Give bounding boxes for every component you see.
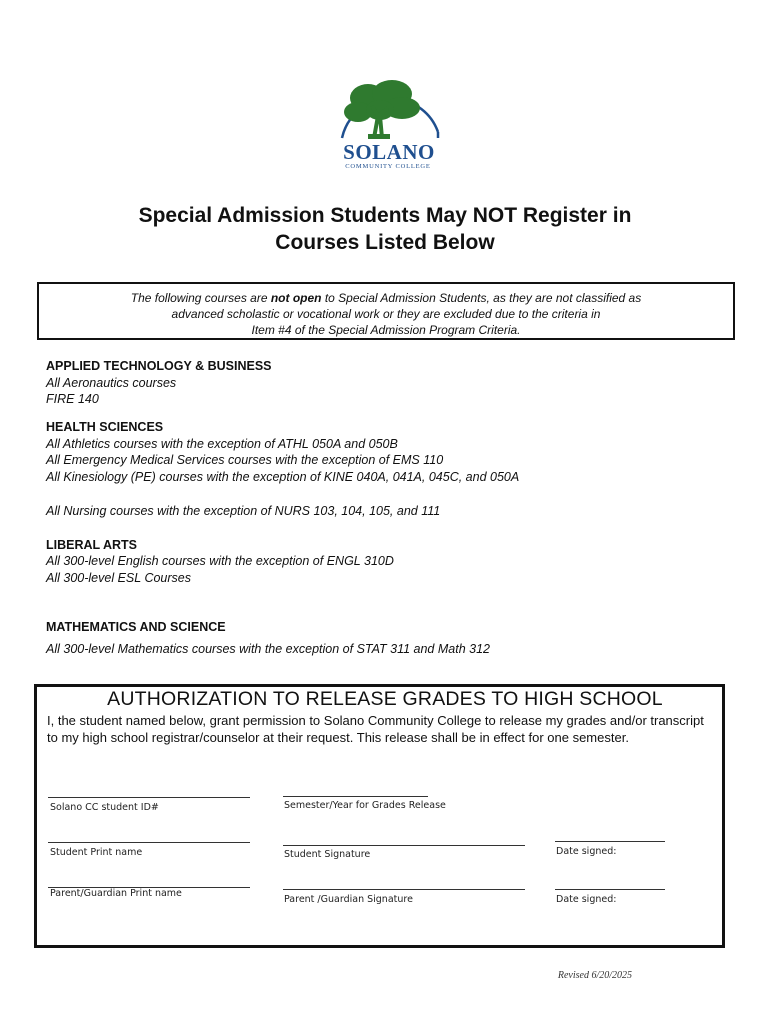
notice-text-after: to Special Admission Students, as they are not classified as <box>321 291 642 305</box>
logo-name: SOLANO <box>343 140 435 164</box>
date-signed-label-1: Date signed: <box>556 846 617 857</box>
student-signature-label: Student Signature <box>284 849 371 860</box>
parent-print-label: Parent/Guardian Print name <box>50 888 182 899</box>
authorization-text: I, the student named below, grant permission to Solano Community College to release my grades and/or transcript to my high school registrar/counselor at their request. This release shall be in effect for one semester. <box>47 713 704 745</box>
notice-line-3: Item #4 of the Special Admission Program Criteria. <box>251 323 521 337</box>
notice-box <box>37 282 735 340</box>
notice-text-before: The following courses are <box>130 291 271 305</box>
course-line: All 300-level Mathematics courses with the exception of STAT 311 and Math 312 <box>46 642 490 656</box>
course-line: All Athletics courses with the exception of ATHL 050A and 050B <box>46 437 398 451</box>
revised-date: Revised 6/20/2025 <box>557 970 632 981</box>
semester-label: Semester/Year for Grades Release <box>284 800 446 811</box>
notice-line-1 <box>39 290 733 306</box>
date-signed-line-1[interactable] <box>555 841 665 842</box>
semester-line[interactable] <box>283 796 428 797</box>
title-line-2: Courses Listed Below <box>275 231 495 254</box>
page-title <box>60 202 710 256</box>
course-line: FIRE 140 <box>46 392 99 406</box>
parent-signature-label: Parent /Guardian Signature <box>284 894 413 905</box>
student-signature-line[interactable] <box>283 845 525 846</box>
section-heading-math-science: MATHEMATICS AND SCIENCE <box>46 620 226 634</box>
course-line: All Emergency Medical Services courses with the exception of EMS 110 <box>46 453 444 467</box>
date-signed-label-2: Date signed: <box>556 894 617 905</box>
student-id-label: Solano CC student ID# <box>50 802 159 813</box>
date-signed-line-2[interactable] <box>555 889 665 890</box>
course-line: All 300-level ESL Courses <box>46 571 191 585</box>
section-heading-applied: APPLIED TECHNOLOGY & BUSINESS <box>46 359 272 373</box>
course-line: All Aeronautics courses <box>46 376 177 390</box>
notice-bold-text: not open <box>270 291 322 305</box>
section-heading-liberal-arts: LIBERAL ARTS <box>46 538 137 552</box>
student-print-line[interactable] <box>48 842 250 843</box>
section-heading-health: HEALTH SCIENCES <box>46 420 164 434</box>
authorization-title: AUTHORIZATION TO RELEASE GRADES TO HIGH SCHOOL <box>107 688 663 710</box>
course-line: All Nursing courses with the exception of NURS 103, 104, 105, and 111 <box>46 504 441 518</box>
title-line-1: Special Admission Students May NOT Register in <box>138 204 632 227</box>
course-line: All Kinesiology (PE) courses with the exception of KINE 040A, 041A, 045C, and 050A <box>46 470 520 484</box>
course-line: All 300-level English courses with the exception of ENGL 310D <box>46 554 394 568</box>
logo-subtitle: COMMUNITY COLLEGE <box>345 163 431 170</box>
student-id-line[interactable] <box>48 797 250 798</box>
notice-line-2: advanced scholastic or vocational work or they are excluded due to the criteria in <box>171 307 601 321</box>
parent-signature-line[interactable] <box>283 889 525 890</box>
student-print-label: Student Print name <box>50 847 143 858</box>
